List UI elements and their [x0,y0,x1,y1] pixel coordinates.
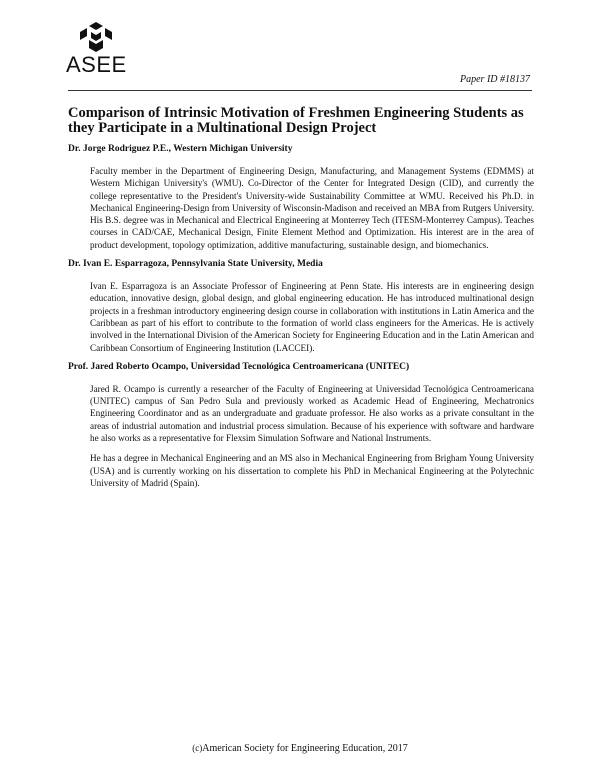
author-bio: Ivan E. Esparragoza is an Associate Professor of Engineering at Penn State. His interests are in engineering design education, innovative design, global design, and global engineering education. He has introduced multinational design projects in a freshman introductory engineering design course in collaboration with institutions in Latin America and the Caribbean as part of his effort to contribute to the formation of world class engineers for the Americas. He is actively involved in the International Division of the American Society for Engineering Education and in the Latin American and Caribbean Consortium of Engineering Institution (LACCEI). [90,281,534,353]
author-bio: Faculty member in the Department of Engineering Design, Manufacturing, and Management Systems (EDMMS) at Western Michigan University's (WMU). Co-Director of the Center for Integrated Design (CID), and currently the college representative to the President's University-wide Sustainability Committee at WMU. Received his Ph.D. in Mechanical Engineering-Design from University of Wisconsin-Madison and received an MBA from Rutgers University. His B.S. degree was in Mechanical and Electrical Engineering at Monterrey Tech (ITESM-Monterrey Campus). Teaches courses in CAD/CAE, Mechanical Design, Finite Element Method and Optimization. His interest are in the area of product development, topology optimization, additive manufacturing, sustainable design, and biomechanics. [90,166,534,250]
asee-logo [66,22,126,76]
author-name: Prof. Jared Roberto Ocampo, Universidad Tecnológica Centroamericana (UNITEC) [68,361,410,372]
paper-title: Comparison of Intrinsic Motivation of Freshmen Engineering Students as they Participate in a Multinational Design Project [68,105,524,136]
paper-id: Paper ID #18137 [460,74,530,85]
author-name: Dr. Ivan E. Esparragoza, Pennsylvania State University, Media [68,259,323,270]
header-rule [68,90,532,91]
copyright-text: American Society for Engineering Education, 2017 [202,743,408,754]
author-bio: He has a degree in Mechanical Engineering and an MS also in Mechanical Engineering from Brigham Young University (USA) and is currently working on his dissertation to complete his PhD in Mechanical Engineering at the Polytechnic University of Madrid (Spain). [90,453,534,488]
author-bios [68,144,534,497]
copyright-footer [0,743,600,754]
copyright-icon: (c) [192,743,203,753]
author-name: Dr. Jorge Rodriguez P.E., Western Michigan University [68,144,293,154]
logo-wordmark: ASEE [66,52,127,77]
author-bio: Jared R. Ocampo is currently a researcher of the Faculty of Engineering at Universidad Tecnológica Centroamericana (UNITEC) campus of San Pedro Sula and previously worked as Academic Head of Engineering, Mechatronics Engineering Coordinator and as an undergraduate and graduate professor. He also works as a private consultant in the areas of industrial automation and industrial process simulation. Because of his experience with software and hardware he also works as a representative for Flexsim Simulation Software and National Instruments. [90,383,534,444]
asee-logo-icon [79,22,113,52]
